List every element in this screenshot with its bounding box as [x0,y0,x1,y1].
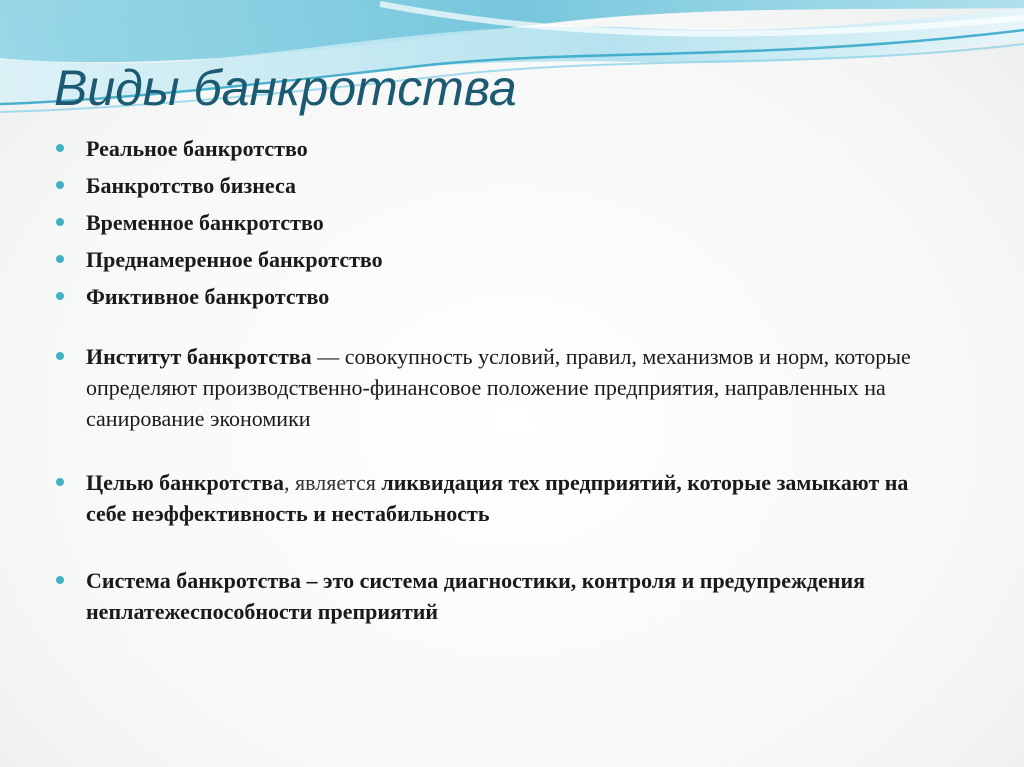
institute-term: Институт банкротства [86,344,312,369]
definitions-list [54,341,954,627]
list-item-label: Временное банкротство [86,210,324,235]
list-item-label: Преднамеренное банкротство [86,247,383,272]
goal-term: Целью банкротства [86,470,284,495]
list-item [54,247,954,273]
bullet-icon [56,576,64,584]
system-paragraph [54,565,954,627]
system-definition: Система банкротства – это система диагностики, контроля и предупреждения неплатежеспособности преприятий [86,568,866,624]
slide-body [54,136,954,627]
list-item [54,284,954,310]
institute-paragraph [54,341,954,434]
list-item-label: Фиктивное банкротство [86,284,330,309]
bullet-icon [56,181,64,189]
list-item [54,173,954,199]
list-item-label: Банкротство бизнеса [86,173,296,198]
bullet-icon [56,218,64,226]
bullet-icon [56,478,64,486]
list-item [54,136,954,162]
institute-definition: — совокупность условий, правил, механизмов и норм, которые определяют производственно-финансовое положение предприятия, направленных на санирование экономики [86,344,911,431]
bullet-icon [56,292,64,300]
bullet-icon [56,255,64,263]
list-item [54,210,954,236]
bankruptcy-types-list [54,136,954,310]
page-title: Виды банкротства [54,60,517,116]
goal-paragraph [54,467,954,529]
list-item-label: Реальное банкротство [86,136,308,161]
bullet-icon [56,352,64,360]
goal-connector: , является [284,470,382,495]
goal-definition: ликвидация тех предприятий, которые замыкают на себе неэффективность и нестабильность [86,470,909,526]
bullet-icon [56,144,64,152]
